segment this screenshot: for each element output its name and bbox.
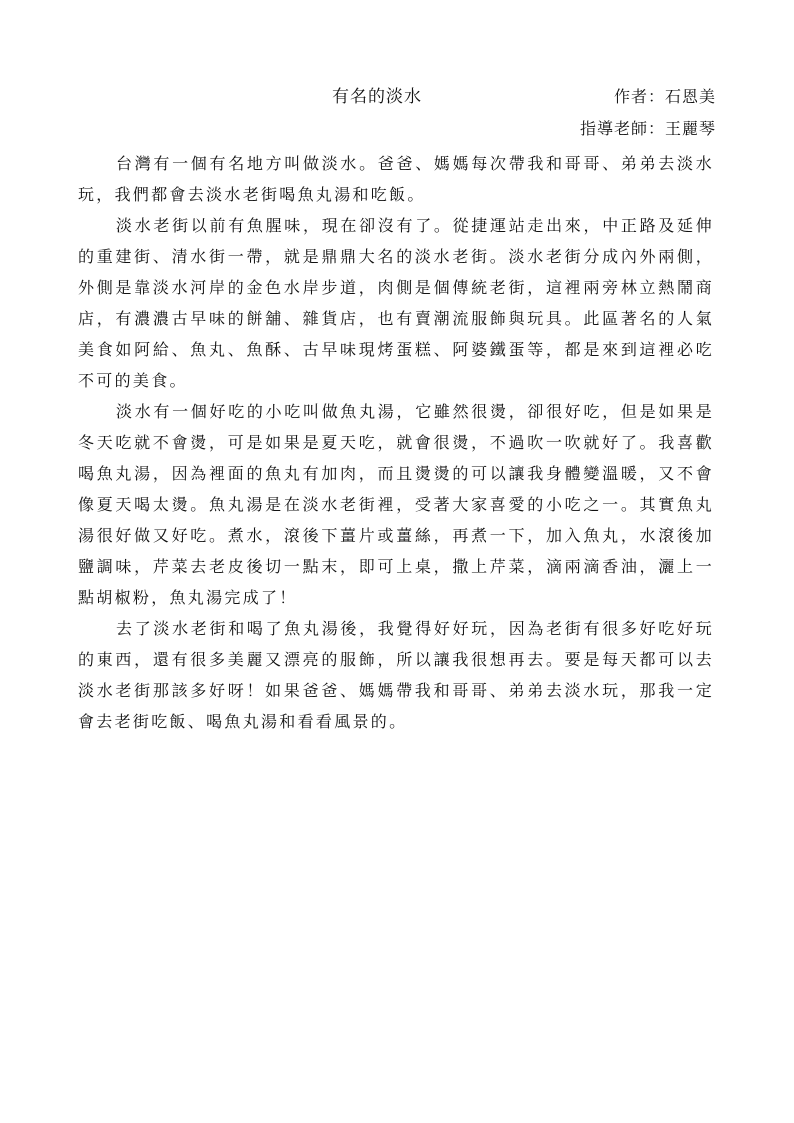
essay-title: 有名的淡水 (332, 87, 422, 107)
author-line: 作者：石恩美 (613, 87, 716, 106)
paragraph-4: 去了淡水老街和喝了魚丸湯後，我覺得好好玩，因為老街有很多好吃好玩的東西，還有很多美麗又漂亮的服飾，所以讓我很想再去。要是每天都可以去淡水老街那該多好呀！如果爸爸、媽媽帶我和哥哥、弟弟去淡水玩，那我一定會去老街吃飯、喝魚丸湯和看看風景的。 (78, 619, 714, 731)
paragraph-1: 台灣有一個有名地方叫做淡水。爸爸、媽媽每次帶我和哥哥、弟弟去淡水玩，我們都會去淡水老街喝魚丸湯和吃飯。 (78, 154, 714, 204)
paragraph-2: 淡水老街以前有魚腥味，現在卻沒有了。從捷運站走出來，中正路及延伸的重建街、清水街一帶，就是鼎鼎大名的淡水老街。淡水老街分成內外兩側，外側是靠淡水河岸的金色水岸步道，肉側是個傳統老街，這裡兩旁林立熱鬧商店，有濃濃古早味的餅舖、雜貨店，也有賣潮流服飾與玩具。此區著名的人氣美食如阿給、魚丸、魚酥、古早味現烤蛋糕、阿婆鐵蛋等，都是來到這裡必吃不可的美食。 (78, 216, 714, 390)
paragraph-3: 淡水有一個好吃的小吃叫做魚丸湯，它雖然很燙，卻很好吃，但是如果是冬天吃就不會燙，可是如果是夏天吃，就會很燙，不過吹一吹就好了。我喜歡喝魚丸湯，因為裡面的魚丸有加肉，而且燙燙的可以讓我身體變溫暖，又不會像夏天喝太燙。魚丸湯是在淡水老街裡，受著大家喜愛的小吃之一。其實魚丸湯很好做又好吃。煮水，滾後下薑片或薑絲，再煮一下，加入魚丸，水滾後加鹽調味，芹菜去老皮後切一點末，即可上桌，撒上芹菜，滴兩滴香油，灑上一點胡椒粉，魚丸湯完成了！ (78, 402, 714, 607)
essay-body (78, 148, 714, 737)
teacher-line: 指導老師：王麗琴 (579, 119, 716, 138)
